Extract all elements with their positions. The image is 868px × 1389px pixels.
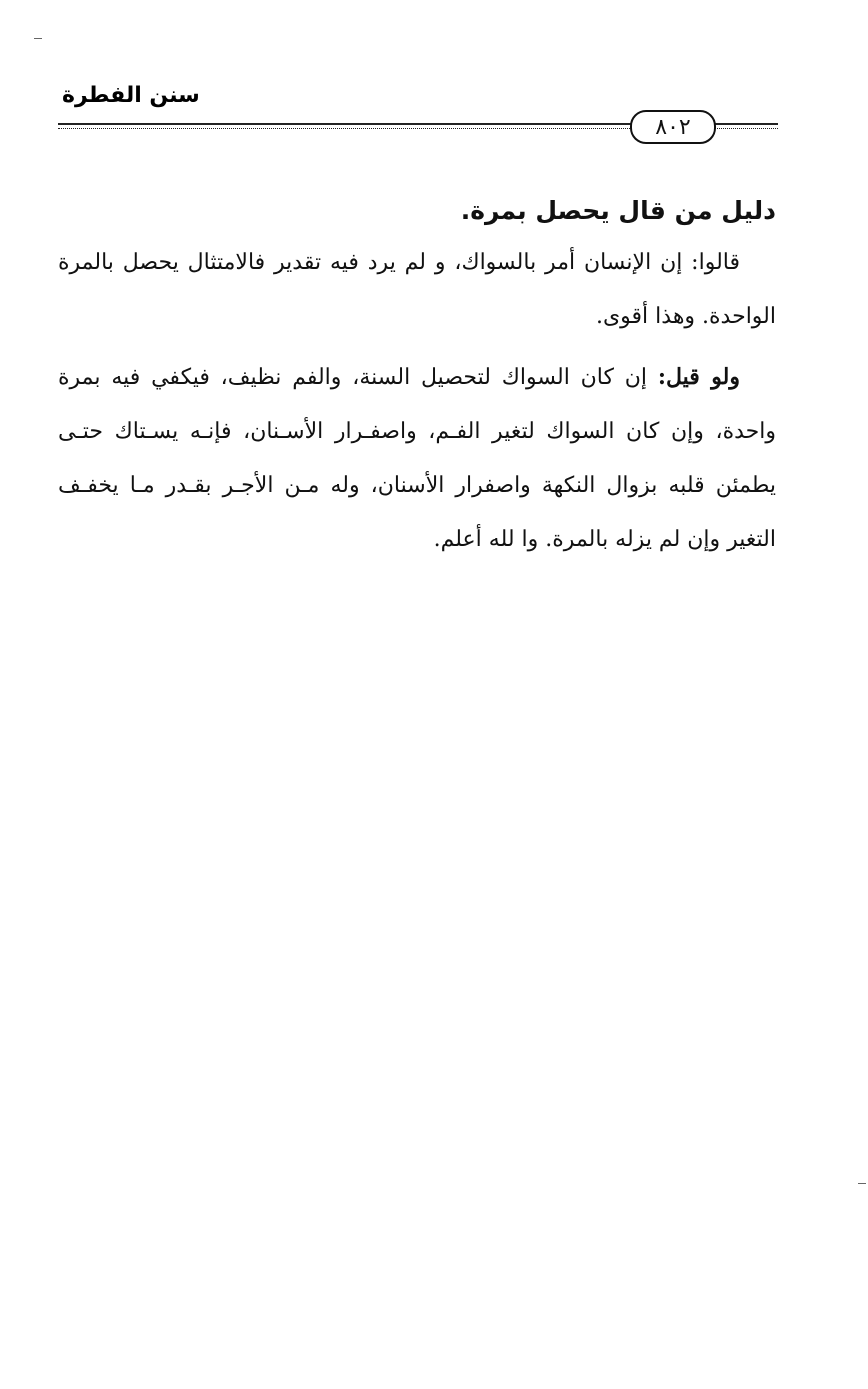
paragraph-text: إن كان السواك لتحصيل السنة، والفم نظيف، فيكفي فيه بمرة واحدة، وإن كان السواك لتغير الفـم، واصفـرار الأسـنان، فإنـه يسـتاك حتـى يطمئن قلبه بزوال النكهة واصفرار الأسنان، وله مـن الأجـر بقـدر مـا يخفـف التغير وإن لم يزله بالمرة. وا لله أعلم. <box>58 365 777 552</box>
section-heading: دليل من قال يحصل بمرة. <box>460 196 776 225</box>
scan-speck <box>34 38 42 39</box>
page-body <box>58 186 776 567</box>
paragraph-lead: ولو قيل: <box>657 364 740 390</box>
paragraph-text: قالوا: إن الإنسان أمر بالسواك، و لم يرد فيه تقدير فالامتثال يحصل بالمرة الواحدة. وهذا أقوى. <box>58 250 776 329</box>
paragraph-evidence <box>58 236 776 344</box>
scan-speck <box>858 1183 866 1184</box>
running-head-title: سنن الفطرة <box>62 83 200 108</box>
paragraph-discussion <box>58 350 776 567</box>
page-number: ٨٠٢ <box>630 110 716 144</box>
